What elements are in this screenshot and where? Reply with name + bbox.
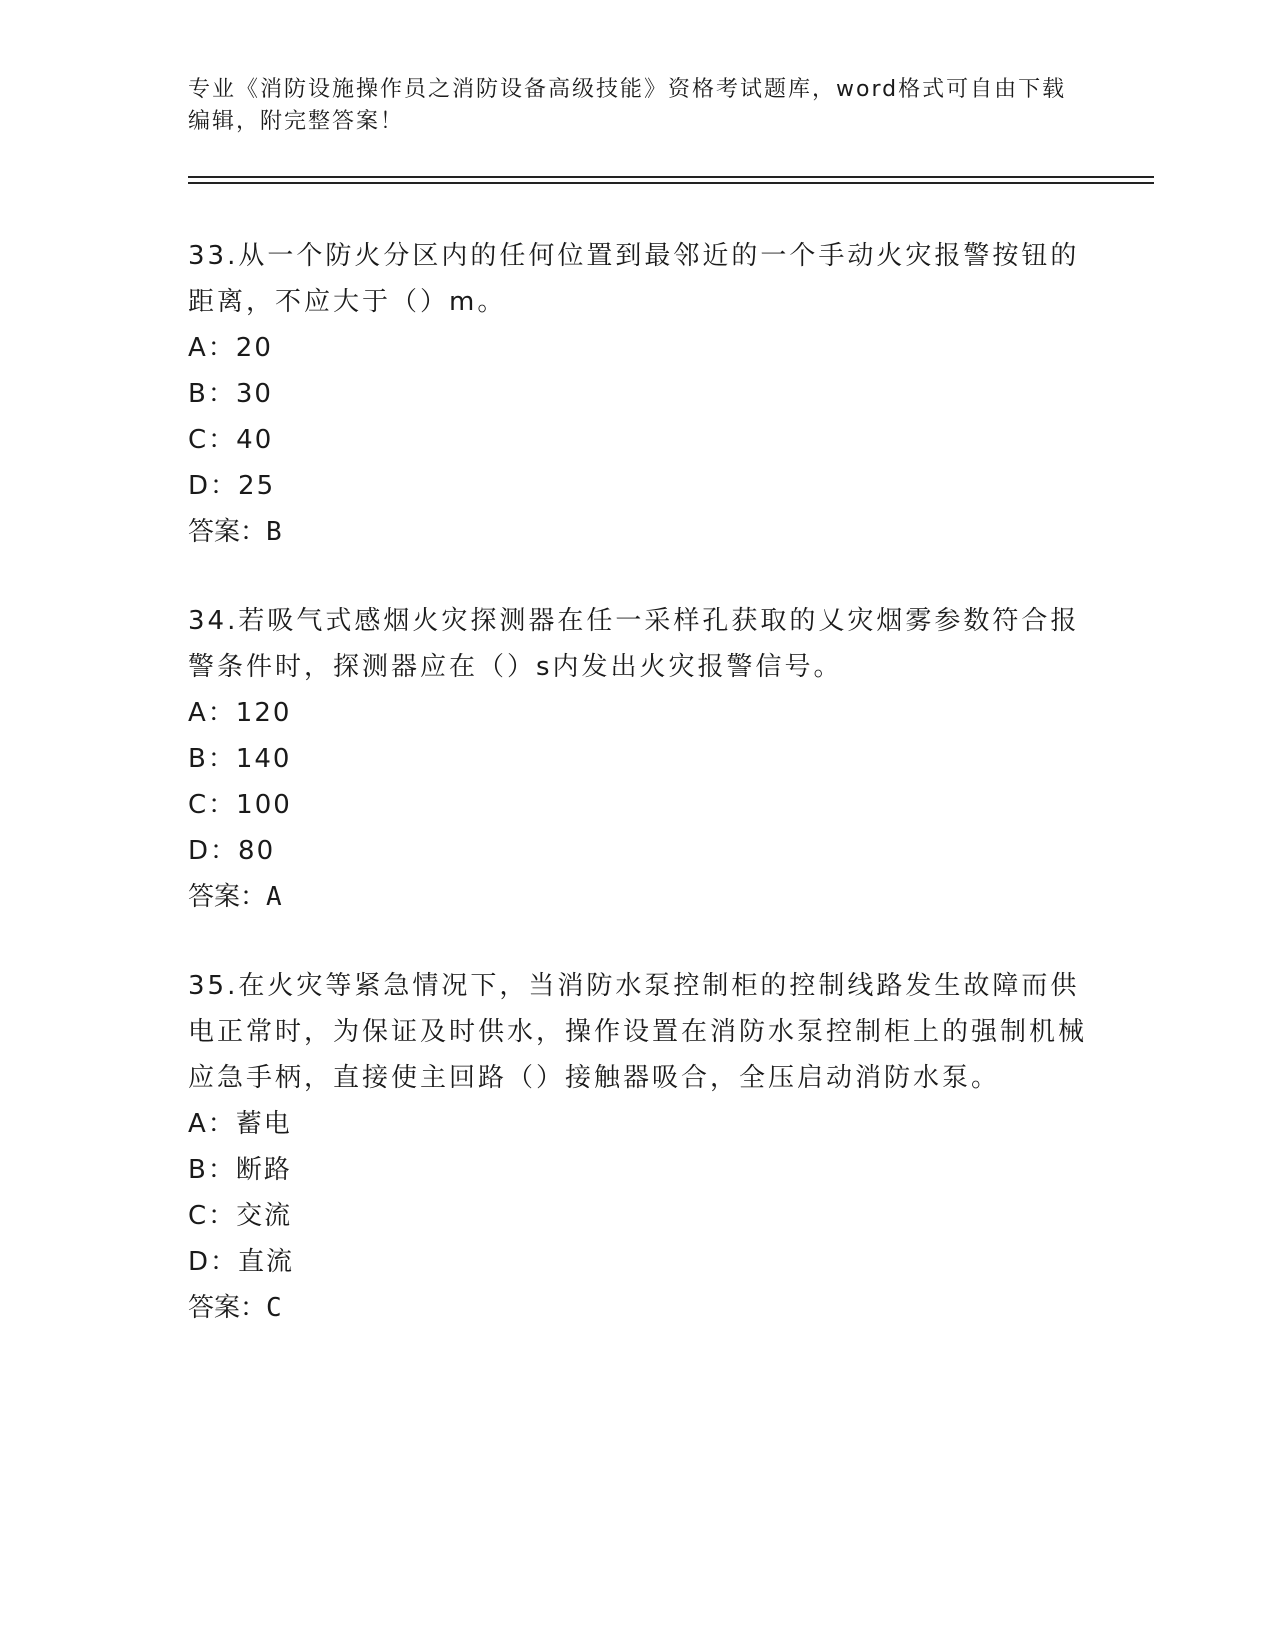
answer: 答案：C: [188, 1293, 282, 1323]
question-35: [188, 963, 1088, 1331]
option-c: C：交流: [188, 1201, 293, 1231]
option-d: D：直流: [188, 1247, 295, 1277]
question-stem: [188, 963, 1088, 1101]
question-text: 在火灾等紧急情况下，当消防水泵控制柜的控制线路发生故障而供电正常时，为保证及时供水，操作设置在消防水泵控制柜上的强制机械应急手柄，直接使主回路（）接触器吸合，全压启动消防水泵。: [188, 971, 1088, 1093]
question-stem: [188, 233, 1088, 325]
header-divider-bottom: [188, 182, 1154, 184]
option-b: B：断路: [188, 1155, 292, 1185]
question-34: [188, 598, 1088, 920]
document-header: [188, 74, 1088, 138]
answer: 答案：B: [188, 517, 282, 547]
option-b: B：140: [188, 744, 292, 774]
question-number: 33.: [188, 241, 239, 271]
option-a: A：20: [188, 333, 273, 363]
question-number: 35.: [188, 971, 239, 1001]
header-text: 专业《消防设施操作员之消防设备高级技能》资格考试题库，word格式可自由下载编辑，附完整答案！: [188, 77, 1067, 134]
answer: 答案：A: [188, 882, 282, 912]
question-text: 若吸气式感烟火灾探测器在任一采样孔获取的乂灾烟雾参数符合报警条件时，探测器应在（）s内发出火灾报警信号。: [188, 606, 1080, 682]
option-d: D：25: [188, 471, 276, 501]
question-stem: [188, 598, 1088, 690]
question-number: 34.: [188, 606, 239, 636]
option-c: C：40: [188, 425, 274, 455]
option-a: A：蓄电: [188, 1109, 292, 1139]
option-c: C：100: [188, 790, 292, 820]
question-text: 从一个防火分区内的任何位置到最邻近的一个手动火灾报警按钮的距离，不应大于（）m。: [188, 241, 1080, 317]
option-b: B：30: [188, 379, 273, 409]
header-divider-top: [188, 176, 1154, 178]
option-a: A：120: [188, 698, 292, 728]
option-d: D：80: [188, 836, 276, 866]
question-33: [188, 233, 1088, 555]
